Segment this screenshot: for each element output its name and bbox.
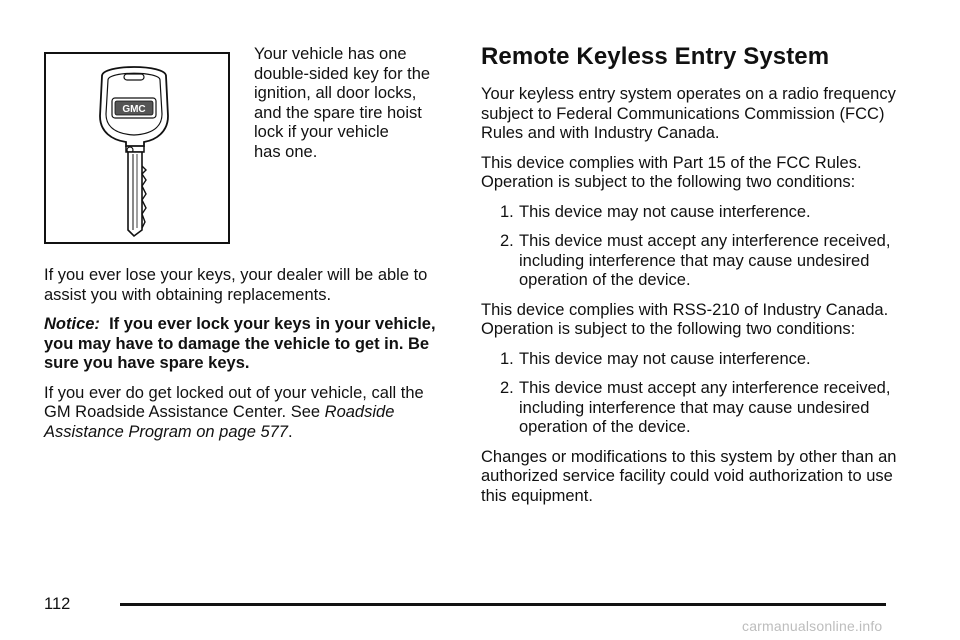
right-column <box>481 42 901 516</box>
modifications-paragraph: Changes or modifications to this system by other than an authorized service facility could void authorization to use this equipment. <box>481 447 897 505</box>
notice-paragraph <box>44 315 449 374</box>
notice-text: If you ever lock your keys in your vehicle, you may have to damage the vehicle to get in. Be sure you have spare keys. <box>44 315 436 372</box>
list-text: This device must accept any interference received, including interference that may cause undesired operation of the device. <box>519 232 891 289</box>
list-item <box>481 232 901 291</box>
list-text: This device must accept any interference received, including interference that may cause undesired operation of the device. <box>519 379 891 436</box>
fcc-compliance-paragraph: This device complies with Part 15 of the FCC Rules. Operation is subject to the following two conditions: <box>481 153 862 191</box>
key-intro-text <box>254 45 454 162</box>
footer-divider <box>120 603 886 606</box>
list-number: 1. <box>500 349 514 368</box>
locked-out-paragraph <box>44 384 449 443</box>
list-text: This device may not cause interference. <box>519 202 811 221</box>
lost-keys-paragraph: If you ever lose your keys, your dealer will be able to assist you with obtaining replacements. <box>44 266 428 304</box>
watermark: carmanualsonline.info <box>742 618 883 634</box>
list-text: This device may not cause interference. <box>519 349 811 368</box>
rss-conditions-list <box>481 350 901 438</box>
locked-out-text: If you ever do get locked out of your vehicle, call the GM Roadside Assistance Center. See <box>44 383 424 421</box>
key-icon <box>46 54 228 242</box>
notice-label: Notice: <box>44 315 100 333</box>
intro-line: double-sided key for the <box>254 64 431 83</box>
fcc-conditions-list <box>481 203 901 291</box>
intro-line: ignition, all door locks, <box>254 84 417 102</box>
intro-line: Your vehicle has one <box>254 45 407 63</box>
intro-line: lock if your vehicle <box>254 123 389 141</box>
rss-compliance-paragraph: This device complies with RSS-210 of Industry Canada. Operation is subject to the following two conditions: <box>481 300 889 338</box>
intro-line: and the spare tire hoist <box>254 103 422 122</box>
key-illustration <box>44 52 230 244</box>
roadside-assistance-reference[interactable]: Roadside Assistance Program on page 577 <box>44 403 395 441</box>
list-number: 1. <box>500 202 514 221</box>
list-item <box>481 203 901 223</box>
list-number: 2. <box>500 232 514 250</box>
page-number: 112 <box>44 595 71 613</box>
intro-line: has one. <box>254 142 318 161</box>
keyless-entry-paragraph: Your keyless entry system operates on a radio frequency subject to Federal Communications Commission (FCC) Rules and with Industry Canada. <box>481 85 896 142</box>
left-body-text <box>44 266 449 452</box>
key-logo-text: GMC <box>122 104 146 115</box>
list-item <box>481 350 901 370</box>
section-title: Remote Keyless Entry System <box>481 43 830 70</box>
page-footer <box>44 594 886 618</box>
list-number: 2. <box>500 379 514 397</box>
locked-out-end: . <box>287 422 293 441</box>
list-item <box>481 379 901 438</box>
